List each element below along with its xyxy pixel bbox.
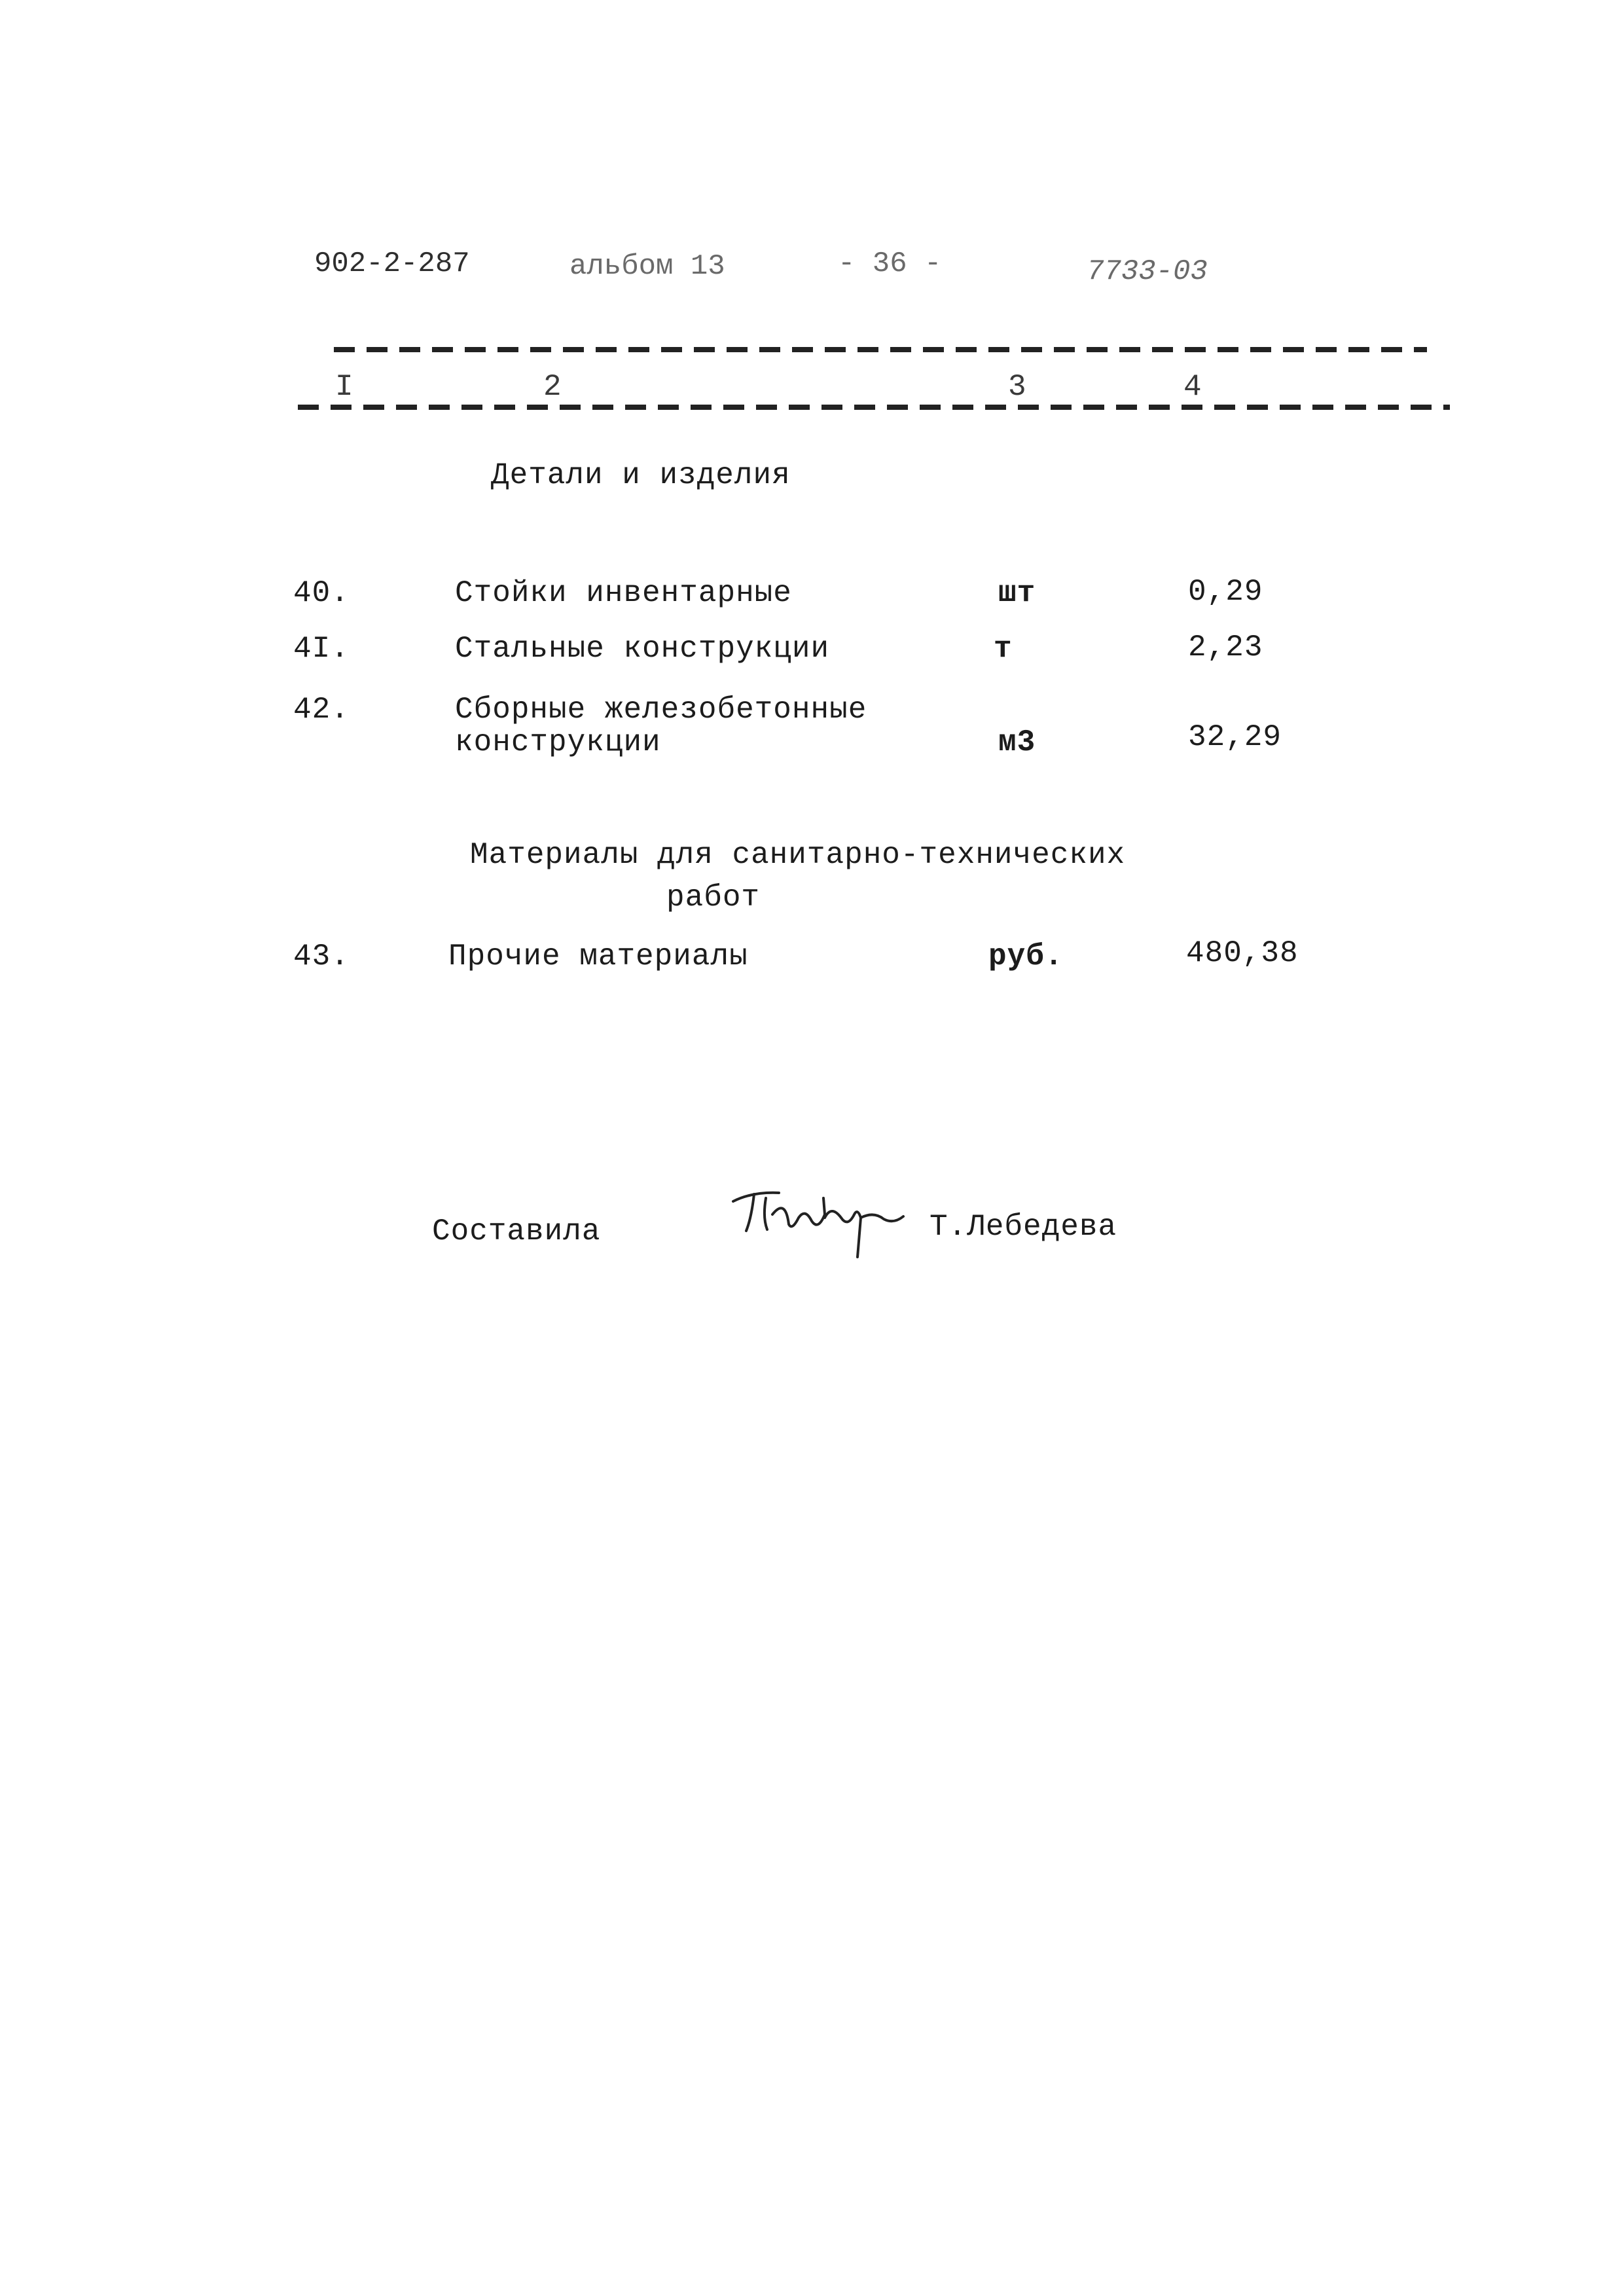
section-title-details: Детали и изделия	[491, 458, 791, 492]
row-unit: т	[994, 632, 1013, 666]
column-number-4: 4	[1183, 370, 1202, 404]
compiler-name: Т.Лебедева	[929, 1210, 1117, 1244]
row-number: 42.	[293, 693, 350, 727]
row-unit: руб.	[988, 939, 1064, 974]
row-name: Стойки инвентарные	[455, 576, 792, 610]
row-quantity: 0,29	[1188, 575, 1263, 609]
handwritten-signature	[727, 1178, 910, 1264]
column-number-3: 3	[1008, 370, 1026, 404]
row-quantity: 2,23	[1188, 630, 1263, 665]
row-name: Прочие материалы	[448, 939, 748, 974]
section-title-sanitary-line2: работ	[666, 881, 761, 915]
column-number-1: I	[335, 370, 353, 404]
compiled-by-label: Составила	[432, 1214, 601, 1248]
section-title-sanitary-line1: Материалы для санитарно-технических	[470, 838, 1126, 872]
row-name: Сборные железобетонные	[455, 693, 867, 727]
row-unit: м3	[998, 725, 1036, 759]
column-number-2: 2	[543, 370, 562, 404]
row-number: 40.	[293, 576, 350, 610]
row-quantity: 480,38	[1186, 936, 1299, 970]
page-number: - 36 -	[838, 247, 942, 280]
row-name-continued: конструкции	[455, 725, 661, 759]
table-header-rule	[298, 405, 1450, 410]
row-number: 43.	[293, 939, 350, 974]
series-number: 902-2-287	[314, 247, 470, 280]
table-top-rule	[334, 347, 1427, 352]
row-number: 4I.	[293, 632, 350, 666]
row-quantity: 32,29	[1188, 720, 1282, 754]
album-label: альбом 13	[569, 250, 725, 283]
row-unit: шт	[998, 576, 1036, 610]
row-name: Стальные конструкции	[455, 632, 830, 666]
document-number: 7733-03	[1087, 255, 1208, 288]
